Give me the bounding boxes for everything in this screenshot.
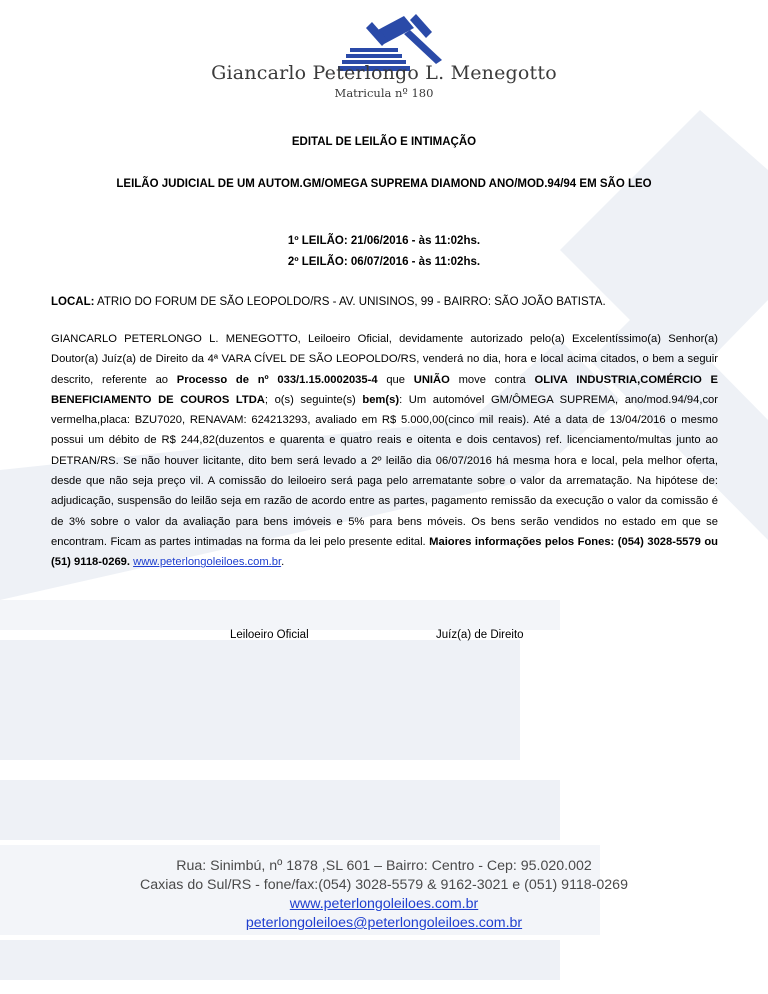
brand-name: Giancarlo Peterlongo L. Menegotto [211,62,557,84]
contact-info: Maiores informações pelos Fones: (054) 3028-5579 ou (51) 9118-0269. [51,535,718,569]
footer-address: Rua: Sinimbú, nº 1878 ,SL 601 – Bairro: Centro - Cep: 95.020.002 [176,858,592,874]
second-auction-date: 2º LEILÃO: 06/07/2016 - às 11:02hs. [287,256,481,268]
brand-registration: Matricula nº 180 [334,86,434,100]
footer-email [0,915,768,931]
body-text-2: que [377,373,414,386]
location-label: LOCAL: [51,296,95,308]
plaintiff: UNIÃO [413,373,450,386]
goods-label: bem(s) [362,393,400,406]
location-value: ATRIO DO FORUM DE SÃO LEOPOLDO/RS - AV. UNISINOS, 99 - BAIRRO: SÃO JOÃO BATISTA. [94,296,606,308]
body-text-3: move contra [449,373,535,386]
defendant-company: OLIVA INDUSTRIA,COMÉRCIO E BENEFICIAMENTO DE COUROS LTDA [51,373,718,406]
document-subtitle: LEILÃO JUDICIAL DE UM AUTOM.GM/OMEGA SUPREMA DIAMOND ANO/MOD.94/94 EM SÃO LEO [116,178,652,190]
footer-website-link[interactable]: www.peterlongoleiloes.com.br [289,896,479,912]
footer-phones: Caxias do Sul/RS - fone/fax:(054) 3028-5579 & 9162-3021 e (051) 9118-0269 [140,877,628,893]
footer-email-link[interactable]: peterlongoleiloes@peterlongoleiloes.com.br [245,915,523,931]
judge-signature-label: Juíz(a) de Direito [436,629,524,641]
body-text-4: ; o(s) seguinte(s) [264,393,363,406]
body-end: . [281,556,285,569]
footer-website [0,896,768,912]
website-link[interactable]: www.peterlongoleiloes.com.br [133,556,282,569]
body-text-1: GIANCARLO PETERLONGO L. MENEGOTTO, Leiloeiro Oficial, devidamente autorizado pelo(a) Excelentíssimo(a) Senhor(a) Doutor(a) Juíz(a) de Direito da 4ª VARA CÍVEL DE SÃO LEOPOLDO/RS, venderá no dia, hora e local acima citados, o bem a seguir descrito, referente ao [51,333,718,386]
body-text-5: : Um automóvel GM/ÔMEGA SUPREMA, ano/mod.94/94,cor vermelha,placa: BZU7020, RENAVAM: 624213293, avaliado em R$ 5.000,00(cinco mil reais). Até a data de 13/04/2016 o mesmo possui um débito de R$ 244,82(duzentos e quarenta e quatro reais e oitenta e dois centavos) ref. licenciamento/multas junto ao DETRAN/RS. Se não houver licitante, dito bem será levado a 2º leilão dia 06/07/2016 há mesma hora e local, pela melhor oferta, desde que não seja preço vil. A comissão do leiloeiro será paga pelo arrematante sobre o valor da arrematação. Na hipótese de: adjudicação, suspensão do leilão seja em razão de acordo entre as partes, pagamento remissão da execução o valor da comissão é de 3% sobre o valor da avaliação para bens imóveis e 5% para bens móveis. Os bens serão vendidos no estado em que se encontram. Ficam as partes intimadas na forma da lei pelo presente edital. [51,393,718,548]
edital-body [51,329,718,573]
first-auction-date: 1º LEILÃO: 21/06/2016 - às 11:02hs. [287,235,481,247]
document-title: EDITAL DE LEILÃO E INTIMAÇÃO [291,136,477,148]
process-number: Processo de nº 033/1.15.0002035-4 [176,373,378,386]
auction-location [51,296,718,308]
auctioneer-signature-label: Leiloeiro Oficial [230,629,309,641]
